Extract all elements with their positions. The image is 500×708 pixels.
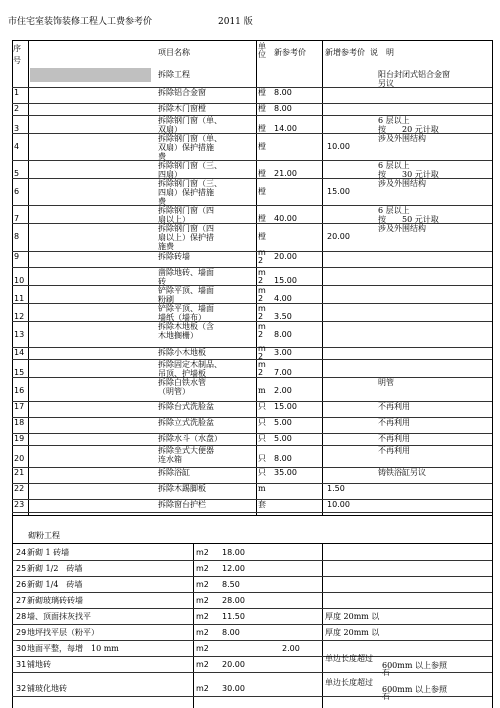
row-rule	[12, 560, 492, 561]
row-number: 4	[14, 142, 20, 151]
row-unit: m2	[196, 660, 209, 669]
row-add-price: 10.00	[327, 500, 350, 509]
row-name-line: 拆除坐式大便器	[158, 446, 214, 455]
row-name-line: 拆除钢门窗（三、	[158, 179, 222, 188]
row-name-line: 拆除水斗（水盘）	[158, 434, 222, 443]
row-name-line: 费	[158, 152, 166, 161]
row-unit: m	[258, 386, 266, 395]
row-unit: m2	[196, 612, 209, 621]
row-number: 5	[14, 169, 20, 178]
row-note-line: 6 层以上	[378, 206, 410, 215]
row-unit: m2	[196, 564, 209, 573]
row-name-line: 连水箱	[158, 455, 182, 464]
row-name: 地面平整，每增 10 mm	[27, 644, 119, 653]
row-number: 3	[14, 124, 20, 133]
row-unit-superscript: 2	[258, 294, 264, 303]
row-note-line: 涉及外围结构	[378, 134, 426, 143]
row-name-line: 四扇）保护措施	[158, 188, 214, 197]
row-price: 2.00	[274, 386, 292, 395]
row-name: 新砌 1 砖墙	[27, 548, 70, 557]
row-number: 28	[16, 612, 27, 621]
row-note-line: 石	[382, 668, 390, 677]
row-price: 4.00	[274, 294, 292, 303]
row-price: 8.00	[222, 628, 240, 637]
row-name-line: 扇以上）保护措	[158, 233, 214, 242]
row-name-line: 吊顶、护墙板	[158, 369, 206, 378]
row-add-price: 20.00	[327, 232, 350, 241]
version-label: 2011 版	[218, 17, 253, 27]
row-number: 9	[14, 252, 20, 261]
row-unit-superscript: 2	[258, 312, 264, 321]
row-note-line: 另议	[378, 79, 394, 88]
row-unit: m	[258, 322, 266, 331]
row-unit: m2	[196, 548, 209, 557]
row-number: 21	[14, 468, 25, 477]
row-price: 11.50	[222, 612, 245, 621]
grid2-price	[322, 543, 323, 708]
row-name-line: 双扇）	[158, 125, 182, 134]
row-name-line: 墙纸（墙布）	[158, 313, 206, 322]
row-number: 13	[14, 330, 25, 339]
row-name-line: 四扇）	[158, 170, 182, 179]
row-note-line: 铸铁浴缸另议	[378, 468, 426, 477]
row-rule	[12, 103, 492, 104]
row-name-line: 拆除钢门窗（四	[158, 206, 214, 215]
row-number: 14	[14, 348, 25, 357]
section2-header-rule	[12, 543, 492, 544]
row-rule	[12, 303, 492, 304]
row-note-line: 单边长度超过	[325, 654, 373, 663]
row-name-line: 拆除立式洗脸盆	[158, 418, 214, 427]
row-unit-superscript: 2	[258, 276, 264, 285]
row-name: 铺玻化地砖	[27, 684, 67, 693]
row-unit: m	[258, 304, 266, 313]
row-number: 29	[16, 628, 27, 637]
row-name-line: 拆除窗台护栏	[158, 500, 206, 509]
row-name-line: 拆除浴缸	[158, 468, 190, 477]
row-price: 20.00	[222, 660, 245, 669]
row-name-line: 拆除木地板（含	[158, 322, 214, 331]
row-unit: 樘	[258, 187, 266, 196]
row-price: 5.00	[274, 434, 292, 443]
row-number: 27	[16, 596, 27, 605]
header-note: 说 明	[370, 48, 394, 57]
row-price: 8.00	[274, 104, 292, 113]
row-price-2: 2.00	[282, 644, 300, 653]
row-unit: 樘	[258, 214, 266, 223]
row-rule	[12, 433, 492, 434]
row-rule	[12, 656, 492, 657]
document-title: 市住宅室装饰装修工程人工费参考价	[8, 17, 153, 27]
row-name-line: 施费	[158, 242, 174, 251]
row-number: 17	[14, 402, 25, 411]
row-number: 22	[14, 484, 25, 493]
row-add-price: 10.00	[327, 142, 350, 151]
header-unit-2: 位	[258, 50, 266, 59]
grid-left	[12, 40, 13, 515]
row-rule	[12, 347, 492, 348]
row-name-line: 粉刷	[158, 295, 174, 304]
row-price: 40.00	[274, 214, 297, 223]
row-unit: 樘	[258, 142, 266, 151]
row-unit-superscript: 2	[258, 256, 264, 265]
row-note-line: 涉及外围结构	[378, 179, 426, 188]
row-number: 18	[14, 418, 25, 427]
row-price: 8.00	[274, 454, 292, 463]
row-name: 新砌 1/2 砖墙	[27, 564, 83, 573]
row-unit: 樘	[258, 232, 266, 241]
row-name-line: 拆除砖墙	[158, 252, 190, 261]
row-rule	[12, 672, 492, 673]
row-rule	[12, 512, 492, 513]
row-number: 10	[14, 276, 25, 285]
row-unit: m2	[196, 628, 209, 637]
row-name-line: 拆除钢门窗（三、	[158, 161, 222, 170]
row-rule	[12, 87, 492, 88]
row-note-line: 厚度 20mm 以	[325, 628, 380, 637]
row-number: 19	[14, 434, 25, 443]
row-unit: m	[258, 268, 266, 277]
row-unit: m2	[196, 596, 209, 605]
row-name-line: 拆除小木地板	[158, 348, 206, 357]
row-note-line: 6 层以上	[378, 116, 410, 125]
row-name: 新砌玻璃砖砖墙	[27, 596, 83, 605]
row-price: 15.00	[274, 402, 297, 411]
row-add-price: 15.00	[327, 187, 350, 196]
row-price: 15.00	[274, 276, 297, 285]
row-unit: m	[258, 248, 266, 257]
row-number: 25	[16, 564, 27, 573]
row-name-line: 拆除钢门窗（单、	[158, 134, 222, 143]
row-number: 32	[16, 684, 27, 693]
row-price: 14.00	[274, 124, 297, 133]
row-unit: 只	[258, 418, 266, 427]
row-unit: 只	[258, 402, 266, 411]
row-rule	[12, 624, 492, 625]
row-note-line: 按 20 元计取	[378, 125, 439, 134]
row-unit: m2	[196, 644, 209, 653]
row-name: 地坪找平层（粉平）	[27, 628, 99, 637]
row-unit-superscript: 2	[258, 330, 264, 339]
row-unit: 樘	[258, 124, 266, 133]
row-number: 20	[14, 454, 25, 463]
row-price: 21.00	[274, 169, 297, 178]
row-unit: 樘	[258, 88, 266, 97]
row-price: 18.00	[222, 548, 245, 557]
row-unit-superscript: 2	[258, 352, 264, 361]
row-number: 26	[16, 580, 27, 589]
header-seq-1: 序	[13, 44, 21, 53]
section-title-demolition: 拆除工程	[158, 70, 190, 79]
row-note-line: 6 层以上	[378, 161, 410, 170]
row-price: 20.00	[274, 252, 297, 261]
row-rule	[12, 592, 492, 593]
row-name-line: 砖	[158, 277, 166, 286]
row-unit: 只	[258, 468, 266, 477]
row-price: 8.00	[274, 330, 292, 339]
row-unit: m2	[196, 684, 209, 693]
row-name-line: 拆除铝合金窗	[158, 88, 206, 97]
row-name-line: 拆除白铁水管	[158, 378, 206, 387]
row-unit: m	[258, 344, 266, 353]
header-name: 项目名称	[158, 48, 190, 57]
row-number: 11	[14, 294, 25, 303]
row-number: 16	[14, 386, 25, 395]
row-note-line: 厚度 20mm 以	[325, 612, 380, 621]
row-note-line: 石	[382, 692, 390, 701]
row-number: 8	[14, 232, 20, 241]
row-rule	[12, 285, 492, 286]
header-add-price: 新增参考价	[325, 48, 365, 57]
row-rule	[12, 205, 492, 206]
row-rule	[12, 401, 492, 402]
row-name-line: 拆除固定木制品、	[158, 360, 222, 369]
row-unit: 只	[258, 434, 266, 443]
row-name-line: 铲除平顶、墙面	[158, 304, 214, 313]
row-rule	[12, 377, 492, 378]
row-rule	[12, 499, 492, 500]
row-unit: 樘	[258, 169, 266, 178]
row-number: 2	[14, 104, 20, 113]
row-name-line: （明管）	[158, 387, 190, 396]
header-seq-2: 号	[13, 56, 21, 65]
row-name-line: 双扇）保护措施	[158, 143, 214, 152]
row-name: 新砌 1/4 砖墙	[27, 580, 83, 589]
row-price: 28.00	[222, 596, 245, 605]
row-name-line: 拆除木踢脚板	[158, 484, 206, 493]
header-unit-1: 单	[258, 42, 266, 51]
row-name-line: 拆除台式洗脸盆	[158, 402, 214, 411]
row-note-line: 阳台封闭式铝合金窗	[378, 70, 450, 79]
row-note-line: 明管	[378, 378, 394, 387]
row-unit: m	[258, 286, 266, 295]
row-note-line: 按 50 元计取	[378, 215, 439, 224]
grid-seq	[28, 40, 29, 515]
row-rule	[12, 115, 492, 116]
row-name-line: 扇以上）	[158, 215, 190, 224]
row-unit: 套	[258, 500, 266, 509]
row-name: 铺地砖	[27, 660, 51, 669]
row-unit: 樘	[258, 104, 266, 113]
row-note-line: 涉及外围结构	[378, 224, 426, 233]
row-name-line: 费	[158, 197, 166, 206]
row-rule	[12, 576, 492, 577]
grid-right	[492, 40, 493, 708]
row-number: 6	[14, 187, 20, 196]
row-name-line: 拆除钢门窗（单、	[158, 116, 222, 125]
row-rule	[12, 359, 492, 360]
row-add-price: 1.50	[327, 484, 345, 493]
row-note-line: 单边长度超过	[325, 678, 373, 687]
row-number: 7	[14, 214, 20, 223]
row-unit: m2	[196, 580, 209, 589]
row-rule	[12, 160, 492, 161]
row-number: 24	[16, 548, 27, 557]
section2-top-rule	[12, 515, 492, 516]
grid-price	[322, 40, 323, 515]
grid2-name	[193, 543, 194, 708]
row-number: 15	[14, 368, 25, 377]
row-price: 8.50	[222, 580, 240, 589]
row-name-line: 拆除木门窗樘	[158, 104, 206, 113]
row-unit-superscript: 2	[258, 368, 264, 377]
row-price: 7.00	[274, 368, 292, 377]
grid-name	[256, 40, 257, 515]
row-name: 墙、顶面抹灰找平	[27, 612, 91, 621]
row-rule	[12, 267, 492, 268]
row-price: 30.00	[222, 684, 245, 693]
header-top-rule	[12, 40, 492, 41]
row-price: 8.00	[274, 88, 292, 97]
row-unit: m	[258, 484, 266, 493]
row-rule	[12, 608, 492, 609]
row-price: 12.00	[222, 564, 245, 573]
row-rule	[12, 483, 492, 484]
row-rule	[12, 251, 492, 252]
row-price: 5.00	[274, 418, 292, 427]
grid2-left	[12, 515, 13, 708]
row-price: 3.50	[274, 312, 292, 321]
row-number: 12	[14, 312, 25, 321]
row-name-line: 木地搁栅）	[158, 331, 198, 340]
row-note-line: 600mm 以上参照	[382, 685, 447, 694]
row-name-line: 凿除地砖、墙面	[158, 268, 214, 277]
row-note-line: 不再利用	[378, 402, 410, 411]
row-note-line: 不再利用	[378, 418, 410, 427]
row-number: 31	[16, 660, 27, 669]
row-note-line: 不再利用	[378, 434, 410, 443]
row-price: 3.00	[274, 348, 292, 357]
row-price: 35.00	[274, 468, 297, 477]
row-note-line: 不再利用	[378, 446, 410, 455]
row-number: 23	[14, 500, 25, 509]
header-price: 新参考价	[274, 48, 306, 57]
row-rule	[12, 445, 492, 446]
section-title-masonry: 砌粉工程	[28, 531, 60, 540]
row-unit: m	[258, 360, 266, 369]
row-name-line: 拆除钢门窗（四	[158, 224, 214, 233]
row-rule	[12, 417, 492, 418]
row-rule	[12, 321, 492, 322]
row-unit: 只	[258, 454, 266, 463]
row-rule	[12, 696, 492, 697]
row-number: 1	[14, 88, 20, 97]
row-number: 30	[16, 644, 27, 653]
row-rule	[12, 640, 492, 641]
row-note-line: 按 30 元计取	[378, 170, 439, 179]
section-band-demolition	[30, 68, 151, 82]
row-name-line: 铲除平顶、墙面	[158, 286, 214, 295]
row-note-line: 600mm 以上参照	[382, 661, 447, 670]
